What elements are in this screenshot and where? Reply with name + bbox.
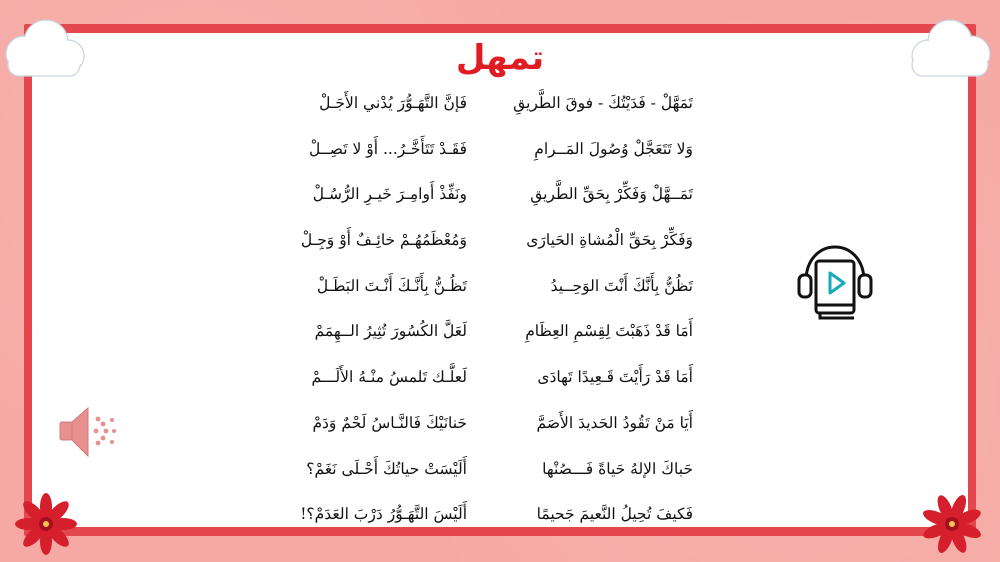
flower-icon [920, 492, 984, 556]
verse-hemistich: أَلَيْسَتْ حياتُكَ أَحْـلَى نَغَمْ؟ [306, 459, 467, 478]
verse-hemistich: تَظُـنُّ بِأَنَّـكَ أَنْـتَ البَطَـلْ [316, 276, 467, 295]
verse-hemistich: لَعلَّـك تَلمسُ منْـهُ الأَلَـــمْ [311, 368, 467, 387]
verse-hemistich: تَمَــهَّلْ وَفَكِّرْ بِحَقِّ الطَّريقِ [530, 185, 693, 204]
audiobook-headphones-icon[interactable] [796, 243, 874, 323]
verse-hemistich: فَإنَّ التَّهَـوُّرَ يُدْني الأَجَـلْ [319, 94, 467, 112]
verse-hemistich: أَيَا مَنْ تَقُودُ الحَديدَ الأَصَمَّ [536, 413, 693, 432]
page-title: تمهل [455, 38, 545, 78]
verse-hemistich: وَفَكِّرْ بِحَقِّ الْمُشاةِ الحَيارَى [526, 231, 693, 250]
verse-hemistich: أَلَيْسَ التَّهَـوُّرُ دَرْبَ العَدَمْ؟! [300, 505, 467, 524]
verse-hemistich: أَمَا قَدْ رَأَيْتَ قَـعِيدًا تَهادَى [537, 368, 693, 387]
verse-hemistich: فَكيفَ تُحِيلُ النَّعيمَ جَحيمًا [536, 505, 693, 524]
verse-hemistich: ونَفِّذْ أَوامِـرَ خَيـرِ الرُّسُـلْ [312, 185, 467, 204]
verse-hemistich: وَمُعْظَمُهُـمْ خائِـفٌ أَوْ وَجِـلْ [300, 231, 467, 250]
verse-hemistich: تَظُنُّ بِأَنَّكَ أَنْتَ الوَحِــيدُ [550, 276, 693, 295]
verse-hemistich: حَنانَيْكَ فَالنَّـاسُ لَحْمٌ وَدَمْ [312, 413, 467, 432]
speaker-icon[interactable] [56, 400, 122, 464]
verse-hemistich: حَباكَ الإلهُ حَياةً فَـــصُنْها [542, 459, 693, 478]
verse-hemistich: أَمَا قَدْ ذَهَبْتَ لِقِسْمِ العِظَامِ [525, 322, 693, 341]
verse-hemistich: فَقَـدْ تَتَأَخَّـرُ... أَوْ لا تَصِــلْ [308, 139, 467, 158]
verse-hemistich: وَلا تَتَعَجَّلْ وُصُولَ المَــرامِ [534, 139, 693, 158]
flower-icon [14, 492, 78, 556]
verse-hemistich: لَعَلَّ الكُسُورَ تُثِيرُ الــهِمَمْ [314, 322, 467, 341]
verses-left-column [252, 86, 467, 543]
verses-right-column [478, 86, 693, 543]
verse-hemistich: تَمَهَّلْ - فَدَيْتُكَ - فوقَ الطَّريقِ [513, 94, 693, 112]
